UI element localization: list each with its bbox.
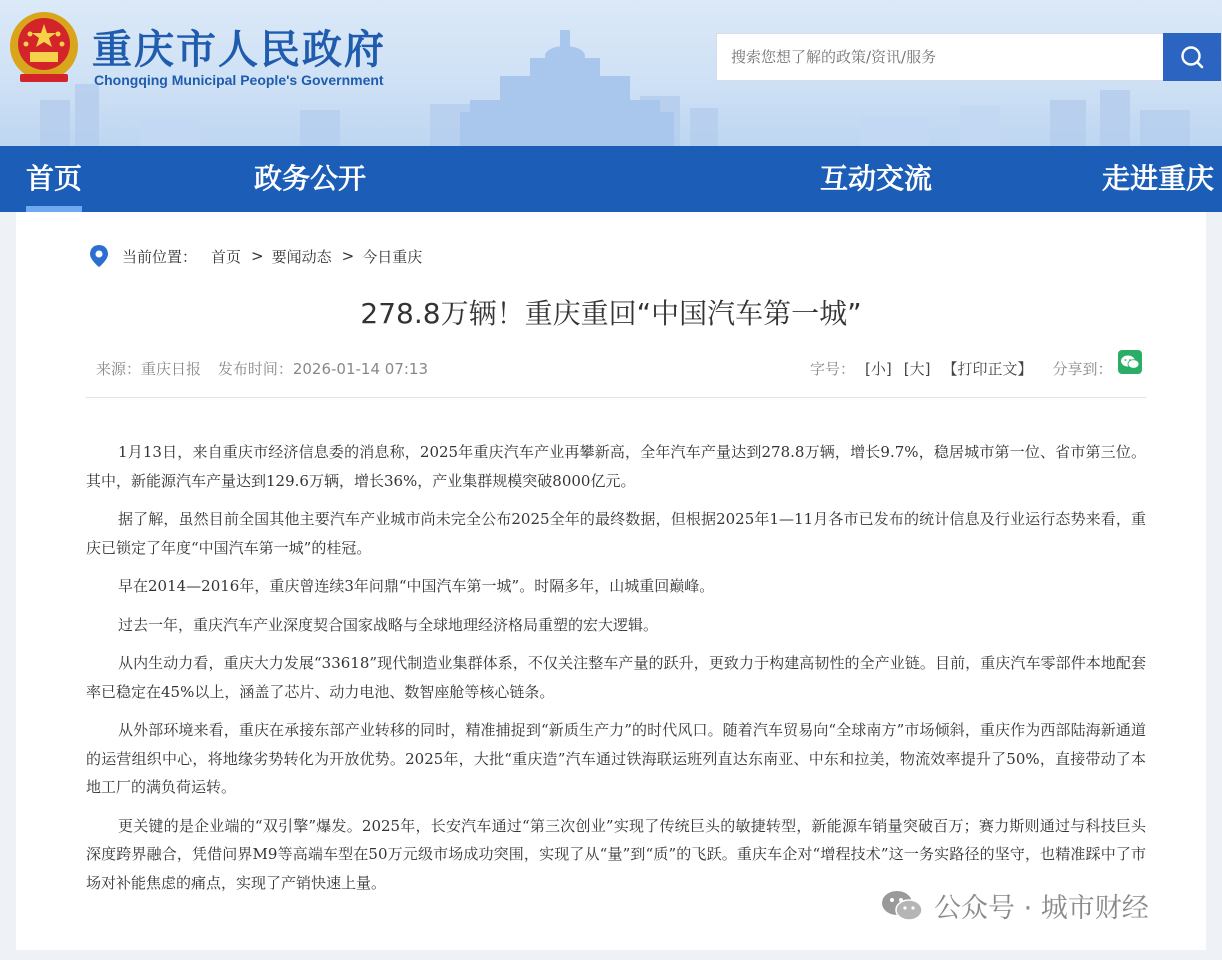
breadcrumb-home[interactable]: 首页 xyxy=(211,247,242,266)
breadcrumb-separator: > xyxy=(251,247,264,265)
publish-time xyxy=(218,360,428,378)
wechat-icon xyxy=(1120,354,1140,370)
article-paragraph: 从内生动力看，重庆大力发展“33618”现代制造业集群体系，不仅关注整车产量的跃升，更致力于构建高韧性的全产业链。目前，重庆汽车零部件本地配套率已稳定在45%以上，涵盖了芯片、动力电池、数智座舱等核心链条。 xyxy=(86,654,1146,701)
source-label-text: 来源： xyxy=(96,360,142,378)
source-label xyxy=(96,360,201,378)
article-paragraph: 更关键的是企业端的“双引擎”爆发。2025年，长安汽车通过“第三次创业”实现了传统巨头的敏捷转型，新能源车销量突破百万；赛力斯则通过与科技巨头深度跨界融合，凭借问界M9等高端车型在50万元级市场成功突围，实现了从“量”到“质”的飞跃。重庆车企对“增程技术”这一务实路径的坚守，也精准踩中了市场对补能焦虑的痛点，实现了产销快速上量。 xyxy=(86,816,1146,892)
search-button[interactable] xyxy=(1163,33,1221,81)
share-label: 分享到： xyxy=(1052,360,1113,378)
nav-item-about-chongqing[interactable]: 走进重庆 xyxy=(1102,162,1215,195)
nav-item-home[interactable]: 首页 xyxy=(26,162,83,195)
article-paragraph: 据了解，虽然目前全国其他主要汽车产业城市尚未完全公布2025全年的最终数据，但根据2025年1—11月各市已发布的统计信息及行业运行态势来看，重庆已锁定了年度“中国汽车第一城”的桂冠。 xyxy=(86,510,1146,557)
site-title[interactable]: 重庆市人民政府 xyxy=(92,27,386,73)
font-size-label: 字号： xyxy=(810,360,856,378)
breadcrumb-today-chongqing[interactable]: 今日重庆 xyxy=(362,247,423,266)
article-body xyxy=(86,438,1146,907)
national-emblem-icon xyxy=(6,8,82,88)
search-icon xyxy=(1179,44,1205,70)
watermark-text: 公众号 · 城市财经 xyxy=(934,893,1149,924)
article-paragraph: 1月13日，来自重庆市经济信息委的消息称，2025年重庆汽车产业再攀新高，全年汽车产量达到278.8万辆，增长9.7%，稳居城市第一位、省市第三位。其中，新能源汽车产量达到129.6万辆，增长36%，产业集群规模突破8000亿元。 xyxy=(86,443,1146,490)
font-small-button[interactable]: [小] xyxy=(865,360,892,378)
meta-divider xyxy=(86,397,1146,398)
article-meta xyxy=(96,358,440,379)
time-value: 2026-01-14 07:13 xyxy=(292,360,428,378)
wechat-account-watermark xyxy=(880,886,1149,925)
breadcrumb-separator: > xyxy=(341,247,355,265)
site-header xyxy=(0,0,1222,146)
font-large-button[interactable]: [大] xyxy=(903,360,931,378)
article-paragraph: 过去一年，重庆汽车产业深度契合国家战略与全球地理经济格局重塑的宏大逻辑。 xyxy=(118,615,659,634)
source-value: 重庆日报 xyxy=(141,360,202,378)
article-title: 278.8万辆！重庆重回“中国汽车第一城” xyxy=(360,297,862,330)
nav-item-interaction[interactable]: 互动交流 xyxy=(820,162,933,195)
search-input[interactable] xyxy=(716,33,1164,81)
nav-item-government-affairs[interactable]: 政务公开 xyxy=(254,162,367,195)
time-label-text: 发布时间： xyxy=(217,360,293,378)
breadcrumb xyxy=(88,244,428,268)
main-nav xyxy=(0,146,1222,212)
wechat-watermark-icon xyxy=(880,889,924,923)
site-subtitle: Chongqing Municipal People's Government xyxy=(94,72,384,88)
breadcrumb-label: 当前位置： xyxy=(122,247,198,266)
wechat-share-icon[interactable] xyxy=(1118,350,1142,374)
print-button[interactable]: 【打印正文】 xyxy=(942,360,1033,378)
article-paragraph: 早在2014—2016年，重庆曾连续3年问鼎“中国汽车第一城”。时隔多年，山城重回巅峰。 xyxy=(118,577,715,595)
article-tools xyxy=(810,358,1122,379)
breadcrumb-news[interactable]: 要闻动态 xyxy=(271,247,332,266)
article-paragraph: 从外部环境来看，重庆在承接东部产业转移的同时，精准捕捉到“新质生产力”的时代风口。随着汽车贸易向“全球南方”市场倾斜，重庆作为西部陆海新通道的运营组织中心，将地缘劣势转化为开放优势。2025年，大批“重庆造”汽车通过铁海联运班列直达东南亚、中东和拉美，物流效率提升了50%，直接带动了本地工厂的满负荷运转。 xyxy=(86,721,1146,796)
location-pin-icon xyxy=(88,244,110,268)
bottom-background xyxy=(0,950,1222,960)
